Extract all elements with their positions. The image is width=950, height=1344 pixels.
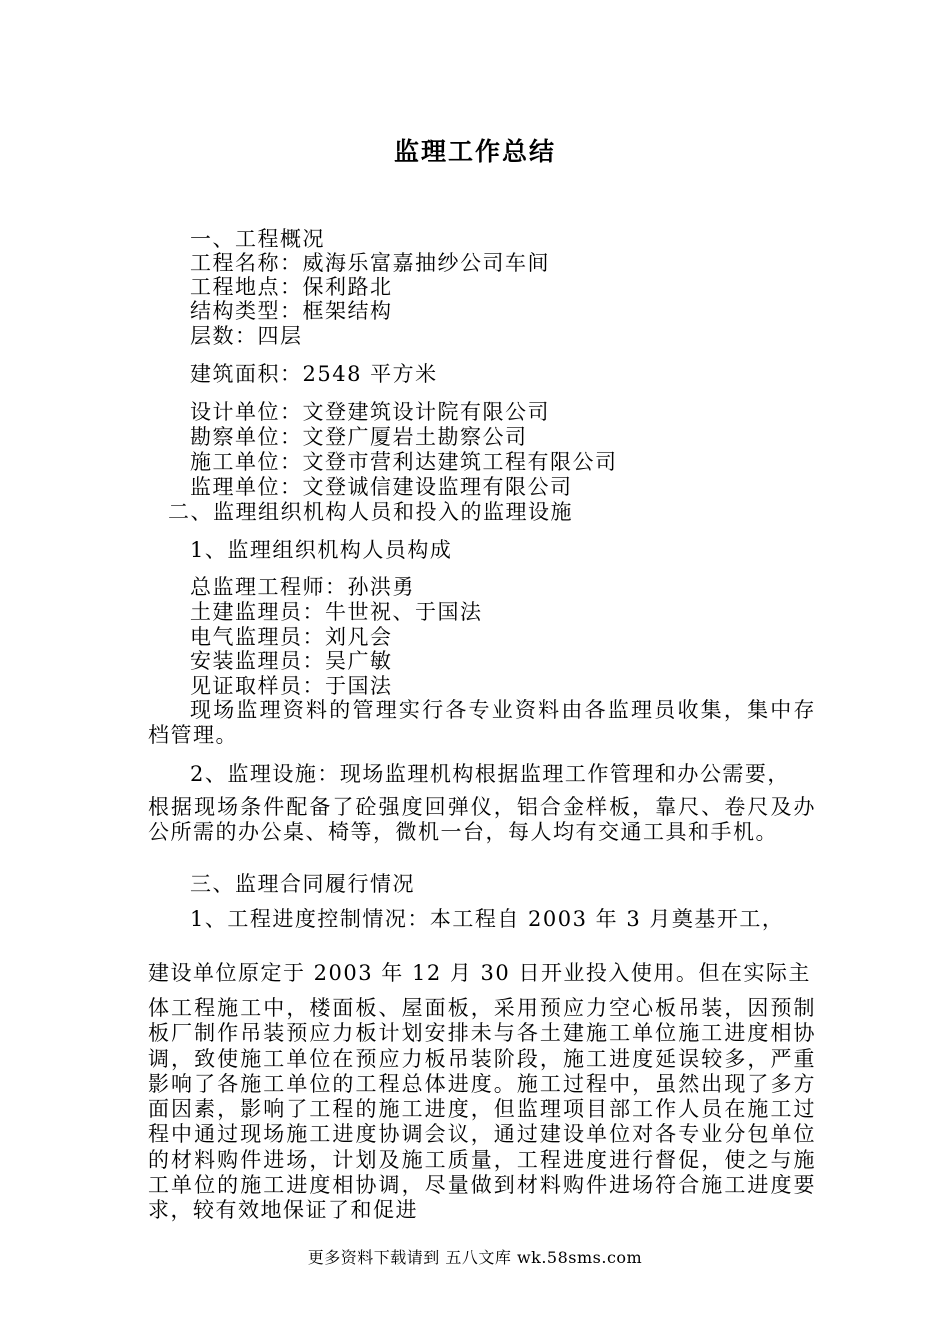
- section-3-heading: 三、监理合同履行情况: [190, 872, 415, 896]
- page-title: 监理工作总结: [393, 137, 556, 166]
- floor-count: 层数：四层: [190, 324, 303, 348]
- progress-control-line: 1、工程进度控制情况：本工程自 2003 年 3 月奠基开工，: [190, 907, 785, 931]
- install-supervisor: 安装监理员：吴广敏: [190, 649, 393, 673]
- data-management-paragraph: 现场监理资料的管理实行各专业资料由各监理员收集，集中存档管理。: [148, 698, 816, 748]
- electrical-supervisor: 电气监理员：刘凡会: [190, 625, 393, 649]
- staff-heading: 1、监理组织机构人员构成: [190, 538, 453, 562]
- witness-sampler: 见证取样员：于国法: [190, 674, 393, 698]
- facilities-paragraph: 根据现场条件配备了砼强度回弹仪，铝合金样板，靠尺、卷尺及办公所需的办公桌、椅等，微机一台，每人均有交通工具和手机。: [148, 795, 816, 845]
- construction-unit: 施工单位：文登市营利达建筑工程有限公司: [190, 450, 618, 474]
- supervision-unit: 监理单位：文登诚信建设监理有限公司: [190, 475, 573, 499]
- footer-note: 更多资料下载请到 五八文库 wk.58sms.com: [307, 1248, 643, 1267]
- facilities-line: 2、监理设施：现场监理机构根据监理工作管理和办公需要，: [190, 762, 790, 786]
- chief-engineer: 总监理工程师：孙洪勇: [190, 575, 415, 599]
- structure-type: 结构类型：框架结构: [190, 299, 393, 323]
- progress-control-line-2: 建设单位原定于 2003 年 12 月 30 日开业投入使用。但在实际主: [148, 961, 811, 985]
- project-location: 工程地点：保利路北: [190, 275, 393, 299]
- design-unit: 设计单位：文登建筑设计院有限公司: [190, 400, 550, 424]
- progress-control-paragraph: 体工程施工中，楼面板、屋面板，采用预应力空心板吊装，因预制板厂制作吊装预应力板计划安排未与各土建施工单位施工进度相协调，致使施工单位在预应力板吊装阶段，施工进度延误较多，严重影响了各施工单位的工程总体进度。施工过程中，虽然出现了多方面因素，影响了工程的施工进度，但监理项目部工作人员在施工过程中通过现场施工进度协调会议，通过建设单位对各专业分包单位的材料购件进场，计划及施工质量，工程进度进行督促，使之与施工单位的施工进度相协调，尽量做到材料购件进场符合施工进度要求，较有效地保证了和促进: [148, 996, 816, 1223]
- survey-unit: 勘察单位：文登广厦岩土勘察公司: [190, 425, 528, 449]
- building-area: 建筑面积：2548 平方米: [190, 362, 438, 386]
- section-1-heading: 一、工程概况: [190, 227, 325, 251]
- section-2-heading: 二、监理组织机构人员和投入的监理设施: [168, 500, 573, 524]
- civil-supervisors: 土建监理员：牛世祝、于国法: [190, 600, 483, 624]
- project-name: 工程名称：威海乐富嘉抽纱公司车间: [190, 251, 550, 275]
